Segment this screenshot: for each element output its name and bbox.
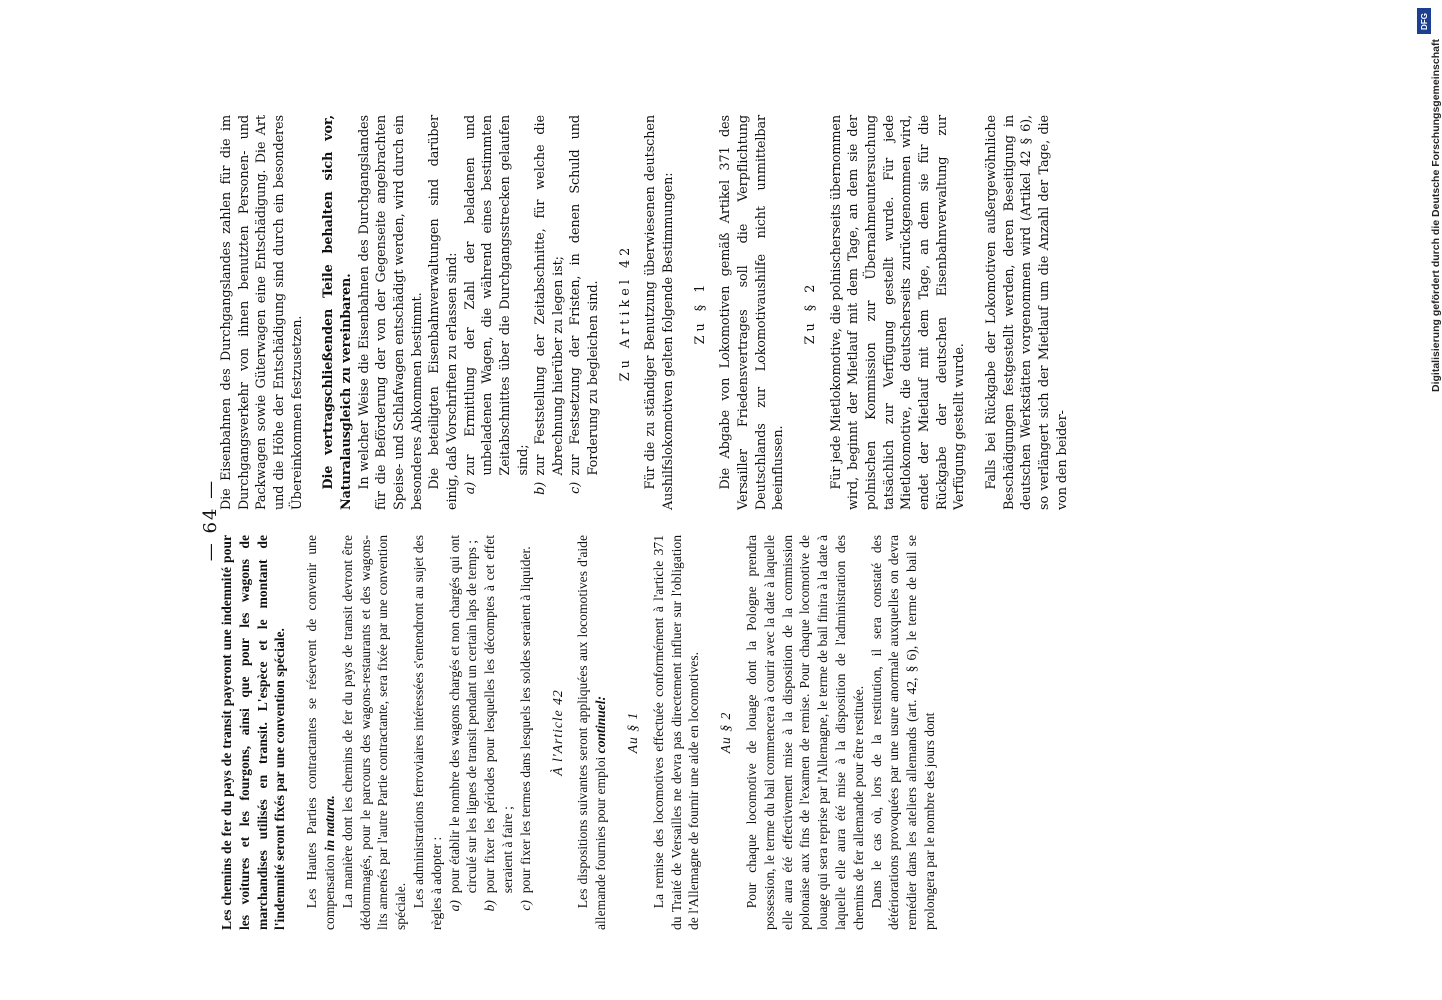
list-item-text: zur Ermittlung der Zahl der beladenen und unbeladenen Wagen, die während eines bestimmten Zeitabschnittes über die Durchgangsstrecken gelaufen sind; (462, 115, 531, 476)
digitization-credit: Digitalisierung gefördert durch die Deutsche Forschungsgemeinschaft (1430, 39, 1442, 392)
paragraph: Pour chaque locomotive de louage dont la Pologne prendra possession, le terme du bail commencera à courir avec la date à laquelle elle aura été effectivement mise à la disposition de la commission polonaise aux fins de l'examen de remise. Pour chaque locomotive de louage qui sera reprise par l'Allemagne, le terme de bail finira à la date à laquelle elle aura été mise à la disposition de l'administration des chemins de fer allemande pour être restituée. (743, 535, 866, 930)
german-column (218, 115, 1071, 510)
emphasis-text: in natura. (321, 795, 337, 852)
list-item-label: b) (533, 481, 549, 495)
french-column (218, 535, 939, 930)
list-item-text: pour fixer les termes dans lesquels les soldes seraient à liquider. (517, 546, 533, 894)
list-item (532, 115, 567, 510)
section-heading: Zu Artikel 42 (617, 243, 633, 382)
paragraph: La remise des locomotives effectuée conformément à l'article 371 du Traité de Versailles ne devra pas directement influer sur l'obligation de l'Allemagne de fournir une aide en locomotives. (650, 535, 702, 930)
paragraph: Die Eisenbahnen des Durchgangslandes zahlen für die im Durchgangsverkehr von ihnen benutzten Personen- und Packwagen sowie Güterwagen eine Entschädigung. Die Art und die Höhe der Entschädigung sind durch ein besonderes Übereinkommen festzusetzen. (219, 115, 305, 510)
scanned-page (200, 110, 1160, 930)
list-item-label: c) (517, 900, 533, 911)
paragraph (574, 535, 610, 930)
paragraph: Les chemins de fer du pays de transit payeront une indemnité pour les voitures et les fourgons, ainsi que pour les wagons de marchandises utilisés en transit. L'espèce et le montant de l'indemnité seront fixés par une convention spéciale. (219, 535, 288, 930)
section-heading: Au § 1 (624, 711, 640, 754)
list-item-label: c) (568, 481, 584, 494)
paragraph: La manière dont les chemins de fer du pays de transit devront être dédommagés, pour le parcours des wagons-restaurants et des wagons-lits amenés par l'autre Partie contractante, sera fixée par une convention spéciale. (339, 535, 409, 930)
list-item (481, 535, 517, 930)
paragraph: Die vertragschließenden Teile behalten sich vor, Naturalausgleich zu vereinbaren. (321, 115, 354, 510)
emphasis-text: continuel: (593, 695, 609, 754)
list-item-label: a) (462, 481, 478, 495)
list-item-text: zur Festsetzung der Fristen, in denen Schuld und Forderung zu begleichen sind. (568, 115, 602, 476)
list-item (517, 535, 535, 930)
list-item (567, 115, 602, 510)
dfg-logo-text: DFG (1419, 12, 1429, 30)
paragraph (303, 535, 339, 930)
paragraph-text: Les Hautes Parties contractantes se réservent de convenir une compensation (304, 535, 337, 930)
page-number: — 64 — (200, 478, 221, 562)
list-item-text: pour fixer les périodes pour lesquelles les décomptes à cet effet seraient à faire ; (482, 535, 515, 894)
list-item-label: a) (446, 900, 462, 912)
paragraph: Die Abgabe von Lokomotiven gemäß Artikel 371 des Versailler Friedensvertrages soll die Verpflichtung Deutschlands zur Lokomotivaushilfe nicht unmittelbar beeinflussen. (718, 115, 787, 510)
paragraph-text: Les dispositions suivantes seront appliquées aux locomotives d'aide allemande fournies pour emploi (575, 535, 609, 930)
list-item-text: zur Feststellung der Zeitabschnitte, für welche die Abrechnung hierüber zu legen ist; (533, 115, 566, 476)
section-heading: Zu § 1 (692, 280, 708, 345)
paragraph: In welcher Weise die Eisenbahnen des Durchgangslandes für die Beförderung der von der Gegenseite angebrachten Speise- und Schlafwagen entschädigt werden, wird durch ein besonderes Abkommen bestimmt. (356, 115, 425, 510)
paragraph: Les administrations ferroviaires intéressées s'entendront au sujet des règles à adopter : (410, 535, 444, 930)
paragraph: Falls bei Rückgabe der Lokomotiven außergewöhnliche Beschädigungen festgestellt werden, deren Beseitigung in deutschen Werkstätten vorgenommen wird (Artikel 42 § 6), so verlängert sich der Mietlauf um die Anzahl der Tage, die von den beider- (983, 115, 1070, 510)
list-item (446, 535, 482, 930)
list-item-label: b) (482, 900, 498, 912)
paragraph: Für jede Mietlokomotive, die polnischerseits übernommen wird, beginnt der Mietlauf mit dem Tage, an dem sie der polnischen Kommission zur Übernahmeuntersuchung tatsächlich zur Verfügung gestellt wurde. Für jede Mietlokomotive, die deutscherseits zurückgenommen wird, endet der Mietlauf mit dem Tage, an dem sie für die Rückgabe der deutschen Eisenbahnverwaltung zur Verfügung gestellt wurde. (828, 115, 968, 510)
paragraph: Die beteiligten Eisenbahnverwaltungen sind darüber einig, daß Vorschriften zu erlassen sind: (427, 115, 460, 510)
list-item-text: pour établir le nombre des wagons chargés et non chargés qui ont circulé sur les lignes de transit pendant un certain laps de temps ; (446, 535, 480, 894)
section-heading: À l'Article 42 (549, 689, 565, 776)
section-heading: Zu § 2 (803, 280, 819, 345)
section-heading: Au § 2 (718, 711, 734, 754)
paragraph: Für die zu ständiger Benutzung überwiesenen deutschen Aushilfslokomotiven gelten folgende Bestimmungen: (643, 115, 677, 510)
dfg-logo (1417, 8, 1431, 34)
list-item (462, 115, 533, 510)
paragraph: Dans le cas où, lors de la restitution, il sera constaté des détériorations provoquées par une usure anormale auxquelles on devra remédier dans les ateliers allemands (art. 42, § 6), le terme de bail se prolongera par le nombre des jours dont (868, 535, 937, 930)
